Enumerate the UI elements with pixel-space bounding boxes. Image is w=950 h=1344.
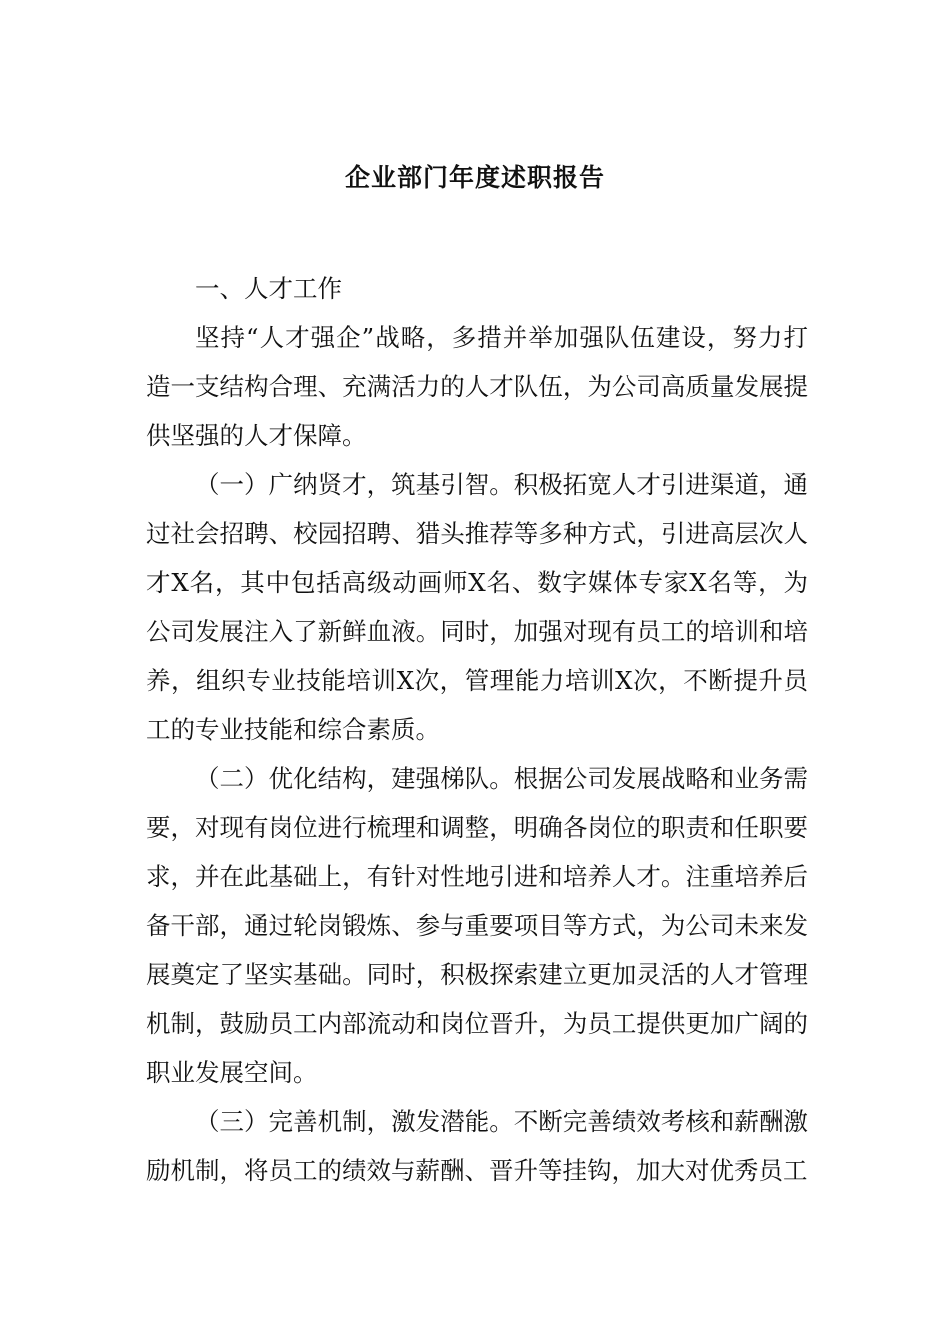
paragraph-2: （二）优化结构，建强梯队。根据公司发展战略和业务需要，对现有岗位进行梳理和调整，明确各岗位的职责和任职要求，并在此基础上，有针对性地引进和培养人才。注重培养后备干部，通过轮岗锻炼、参与重要项目等方式，为公司未来发展奠定了坚实基础。同时，积极探索建立更加灵活的人才管理机制，鼓励员工内部流动和岗位晋升，为员工提供更加广阔的职业发展空间。 bbox=[146, 764, 808, 1087]
paragraph-3: （三）完善机制，激发潜能。不断完善绩效考核和薪酬激励机制，将员工的绩效与薪酬、晋升等挂钩，加大对优秀员工 bbox=[146, 1107, 808, 1185]
paragraph-1: （一）广纳贤才，筑基引智。积极拓宽人才引进渠道，通过社会招聘、校园招聘、猎头推荐等多种方式，引进高层次人才X名，其中包括高级动画师X名、数字媒体专家X名等，为公司发展注入了新鲜血液。同时，加强对现有员工的培训和培养，组织专业技能培训X次，管理能力培训X次，不断提升员工的专业技能和综合素质。 bbox=[146, 470, 808, 744]
document-title: 企业部门年度述职报告 bbox=[344, 163, 605, 192]
section-heading: 一、人才工作 bbox=[195, 274, 342, 303]
intro-paragraph: 坚持“人才强企”战略，多措并举加强队伍建设，努力打造一支结构合理、充满活力的人才队伍，为公司高质量发展提供坚强的人才保障。 bbox=[146, 323, 808, 450]
document-body bbox=[146, 264, 808, 1195]
